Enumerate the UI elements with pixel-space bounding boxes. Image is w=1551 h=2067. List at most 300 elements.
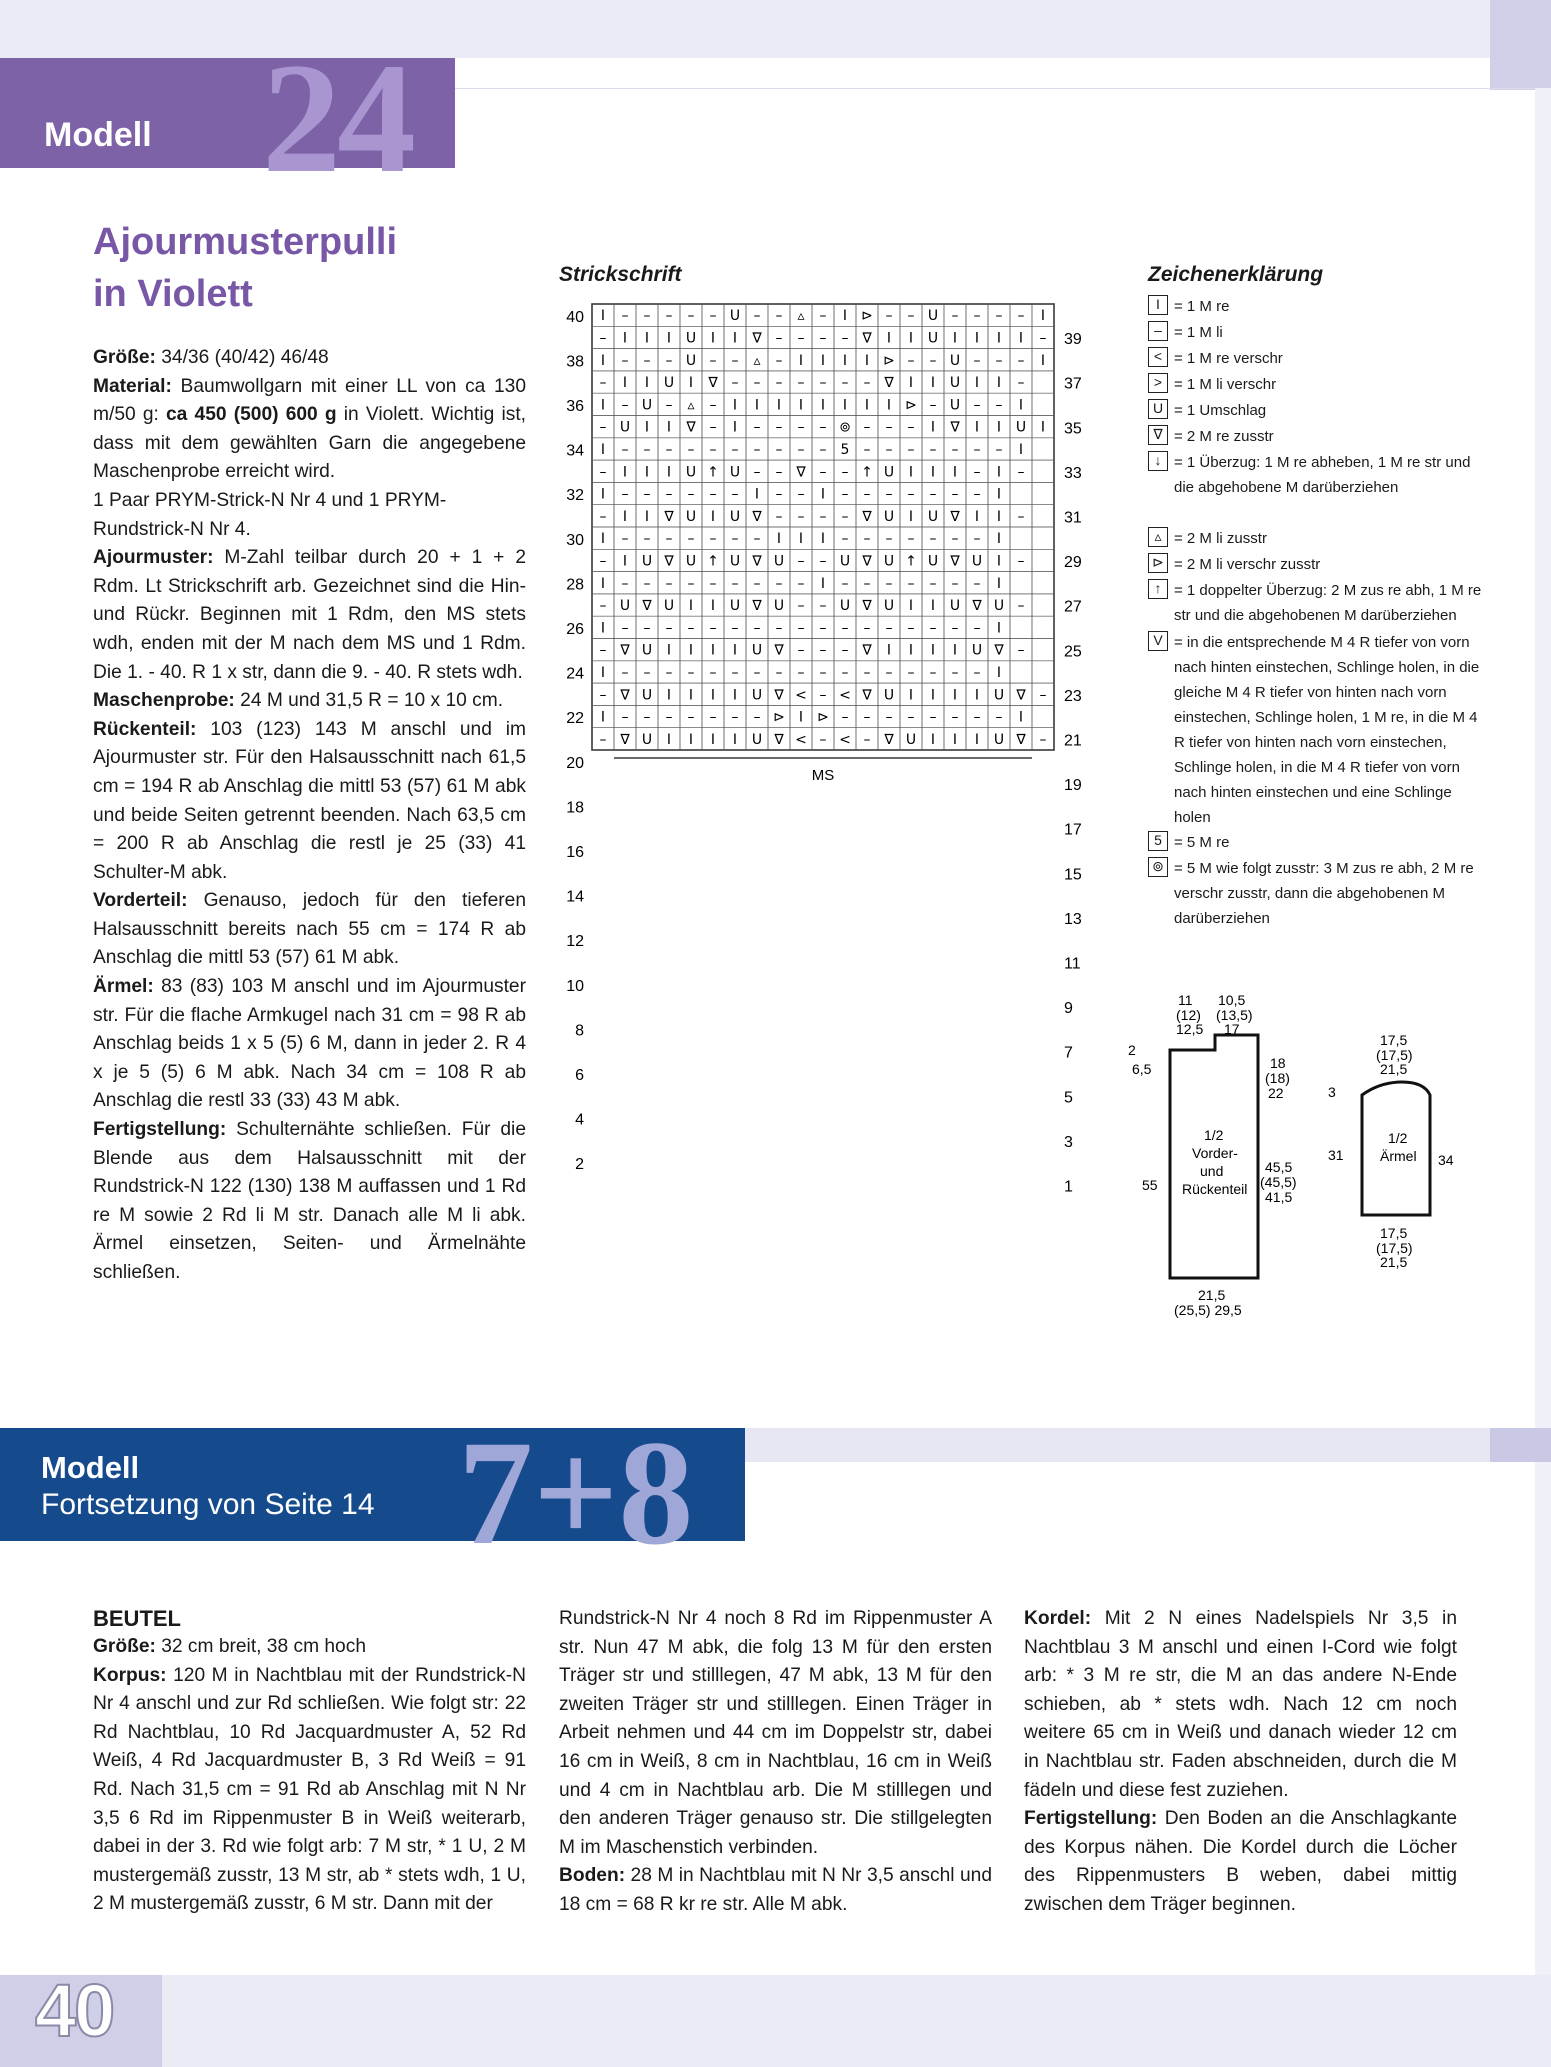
chart-symbol: I (710, 642, 716, 659)
chart-symbol: – (709, 308, 717, 325)
section2-column-3 (1024, 1605, 1457, 1920)
symbol-knit-icon: I (1148, 295, 1168, 315)
chart-symbol: ∇ (752, 598, 762, 615)
paragraph-text: 24 M und 31,5 R = 10 x 10 cm. (234, 690, 504, 712)
chart-symbol: – (951, 531, 959, 548)
chart-row-number: 4 (575, 1111, 584, 1129)
chart-symbol: – (643, 352, 651, 369)
chart-symbol: – (731, 352, 739, 369)
chart-symbol: – (1017, 375, 1025, 392)
chart-symbol: ∇ (664, 508, 674, 525)
chart-row-number: 14 (566, 888, 584, 906)
chart-symbol: U (663, 598, 675, 615)
chart-symbol: I (666, 419, 672, 436)
chart-symbol: U (641, 397, 653, 414)
chart-symbol: ∇ (862, 598, 872, 615)
chart-symbol: I (798, 397, 804, 414)
chart-symbol: I (952, 642, 958, 659)
chart-symbol: I (908, 330, 914, 347)
paragraph-label: Fertigstellung: (1024, 1808, 1158, 1830)
chart-symbol: – (841, 531, 849, 548)
chart-symbol: – (797, 598, 805, 615)
header-band (0, 0, 1551, 58)
chart-symbol: ∇ (752, 553, 762, 570)
chart-symbol: ∇ (620, 731, 630, 748)
chart-symbol: I (1018, 397, 1024, 414)
chart-symbol: I (798, 531, 804, 548)
chart-symbol: – (599, 598, 607, 615)
chart-symbol: – (973, 709, 981, 726)
chart-symbol: I (622, 464, 628, 481)
chart-symbol: ∇ (620, 687, 630, 704)
chart-symbol: – (951, 664, 959, 681)
chart-symbol: I (1018, 330, 1024, 347)
chart-symbol: – (841, 330, 849, 347)
chart-row-number: 25 (1064, 643, 1082, 661)
chart-symbol: – (885, 709, 893, 726)
chart-symbol: I (688, 598, 694, 615)
chart-symbol: ⊳ (905, 397, 917, 414)
chart-symbol: I (952, 731, 958, 748)
chart-symbol: ▵ (797, 308, 805, 325)
chart-symbol: I (908, 464, 914, 481)
chart-symbol: – (841, 375, 849, 392)
chart-symbol: – (973, 486, 981, 503)
chart-symbol: I (666, 642, 672, 659)
knitting-chart (540, 296, 1080, 1226)
chart-symbol: I (688, 642, 694, 659)
chart-symbol: I (930, 375, 936, 392)
chart-row-number: 23 (1064, 687, 1082, 705)
piece-label: 1/2 (1388, 1130, 1408, 1146)
dim-label: 34 (1438, 1152, 1454, 1168)
chart-symbol: – (599, 330, 607, 347)
chart-symbol: I (644, 464, 650, 481)
paragraph-text: Schulternähte schließen. Für die Blende aus dem Halsausschnitt mit der Rundstrick-N 122 (130) 138 M auffassen und 1 Rd re M sowie 2 Rd li M str. Danach alle M li abk. Ärmel einsetzen, Seiten- und Ärmelnähte schließen. (93, 1119, 526, 1283)
dim-label: (17,5) (1376, 1047, 1413, 1063)
chart-row-number: 5 (1064, 1089, 1073, 1107)
chart-symbol: – (709, 441, 717, 458)
chart-symbol: – (907, 486, 915, 503)
chart-symbol: I (732, 330, 738, 347)
paragraph (93, 544, 526, 687)
chart-symbol: I (600, 531, 606, 548)
chart-symbol: – (973, 464, 981, 481)
chart-symbol: – (973, 397, 981, 414)
chart-symbol: ∇ (950, 553, 960, 570)
chart-symbol: I (996, 575, 1002, 592)
chart-row-number: 36 (566, 398, 584, 416)
chart-symbol: I (996, 464, 1002, 481)
chart-symbol: I (996, 486, 1002, 503)
chart-row-number: 32 (566, 487, 584, 505)
chart-symbol: I (886, 330, 892, 347)
chart-symbol: – (819, 642, 827, 659)
paragraph-label: Vorderteil: (93, 890, 188, 912)
chart-symbol: I (600, 352, 606, 369)
chart-symbol: – (753, 441, 761, 458)
chart-symbol: I (600, 620, 606, 637)
chart-row-number: 39 (1064, 331, 1082, 349)
paragraph-label: Kordel: (1024, 1608, 1092, 1629)
chart-symbol: I (996, 664, 1002, 681)
paragraph-text: 28 M in Nachtblau mit N Nr 3,5 anschl und 18 cm = 68 R kr re str. Alle M abk. (559, 1865, 992, 1915)
page-number: 40 (35, 1969, 114, 2052)
chart-symbol: U (971, 642, 983, 659)
chart-symbol: – (885, 486, 893, 503)
chart-symbol: – (797, 575, 805, 592)
section2-subtitle: Fortsetzung von Seite 14 (41, 1488, 375, 1521)
chart-symbol: U (729, 598, 741, 615)
legend-text: = 5 M re (1174, 834, 1230, 851)
chart-symbol: – (775, 441, 783, 458)
chart-symbol: U (619, 598, 631, 615)
chart-symbol: – (797, 441, 805, 458)
chart-symbol: I (930, 642, 936, 659)
chart-symbol: – (1017, 508, 1025, 525)
paragraph (93, 344, 526, 373)
chart-symbol: I (974, 330, 980, 347)
piece-label: 1/2 (1204, 1127, 1224, 1143)
chart-symbol: I (1040, 352, 1046, 369)
chart-symbol: – (819, 553, 827, 570)
chart-symbol: ▵ (687, 397, 695, 414)
symbol-yarn-over-icon: U (1148, 399, 1168, 419)
chart-symbol: ⊳ (817, 709, 829, 726)
chart-symbol: – (621, 441, 629, 458)
piece-label: Rückenteil (1182, 1181, 1248, 1197)
chart-symbol: – (599, 731, 607, 748)
chart-symbol: – (643, 531, 651, 548)
chart-symbol: U (949, 375, 961, 392)
chart-row-number: 29 (1064, 554, 1082, 572)
chart-symbol: I (864, 352, 870, 369)
title-line: in Violett (93, 273, 253, 315)
chart-symbol: – (753, 620, 761, 637)
chart-row-number: 34 (566, 442, 584, 460)
header-corner-block (1490, 0, 1551, 90)
chart-symbol: – (819, 731, 827, 748)
chart-symbol: – (929, 620, 937, 637)
chart-symbol: ∇ (620, 642, 630, 659)
chart-symbol: – (753, 308, 761, 325)
chart-symbol: U (927, 330, 939, 347)
chart-symbol: I (732, 642, 738, 659)
chart-symbol: – (643, 441, 651, 458)
chart-symbol: U (883, 598, 895, 615)
chart-symbol: U (685, 330, 697, 347)
chart-symbol: – (753, 419, 761, 436)
chart-symbol: I (974, 731, 980, 748)
chart-row-number: 35 (1064, 420, 1082, 438)
chart-symbol: I (842, 352, 848, 369)
chart-symbol: ∇ (774, 642, 784, 659)
section2-header-strip (745, 1428, 1551, 1462)
chart-row-number: 40 (566, 308, 584, 326)
chart-symbol: – (929, 531, 937, 548)
chart-symbol: – (907, 620, 915, 637)
paragraph (93, 373, 526, 487)
chart-symbol: I (600, 308, 606, 325)
chart-symbol: ∇ (950, 508, 960, 525)
paragraph-label: Material: (93, 375, 172, 397)
chart-symbol: ↑ (707, 553, 719, 570)
chart-symbol: – (643, 664, 651, 681)
chart-symbol: I (622, 375, 628, 392)
chart-symbol: ∇ (884, 731, 894, 748)
chart-symbol: I (930, 419, 936, 436)
paragraph-label: Korpus: (93, 1664, 167, 1686)
chart-symbol: – (819, 308, 827, 325)
paragraph-label: Fertigstellung: (93, 1119, 227, 1141)
chart-row-number: 33 (1064, 464, 1082, 482)
chart-symbol: I (732, 687, 738, 704)
chart-symbol: I (644, 375, 650, 392)
chart-symbol: – (797, 553, 805, 570)
chart-row-number: 11 (1064, 955, 1081, 973)
chart-symbol: – (797, 508, 805, 525)
chart-symbol: – (819, 419, 827, 436)
chart-symbol: – (929, 575, 937, 592)
chart-symbol: – (951, 441, 959, 458)
symbol-double-decrease-icon: ↑ (1148, 579, 1168, 599)
chart-symbol: – (731, 441, 739, 458)
chart-symbol: I (600, 709, 606, 726)
chart-symbol: – (1039, 687, 1047, 704)
chart-symbol: – (797, 419, 805, 436)
chart-symbol: – (665, 486, 673, 503)
chart-symbol: – (951, 709, 959, 726)
paragraph (1024, 1605, 1457, 1805)
chart-symbol: U (1015, 419, 1027, 436)
chart-symbol: – (621, 308, 629, 325)
dim-label: 21,5 (1380, 1254, 1408, 1270)
chart-symbol: – (841, 620, 849, 637)
chart-symbol: I (820, 352, 826, 369)
chart-symbol: I (974, 375, 980, 392)
chart-row-number: 28 (566, 576, 584, 594)
repeat-label: MS (811, 767, 835, 784)
chart-symbol: – (665, 620, 673, 637)
chart-row-number: 6 (575, 1067, 584, 1085)
chart-symbol: U (927, 308, 939, 325)
chart-symbol: U (641, 553, 653, 570)
chart-symbol: – (687, 620, 695, 637)
chart-symbol: ∇ (664, 553, 674, 570)
chart-symbol: – (841, 486, 849, 503)
chart-symbol: U (927, 508, 939, 525)
chart-symbol: ∇ (884, 375, 894, 392)
paragraph-label: Boden: (559, 1865, 626, 1887)
chart-symbol: U (927, 553, 939, 570)
chart-symbol: I (644, 330, 650, 347)
chart-symbol: – (951, 486, 959, 503)
chart-symbol: – (1039, 731, 1047, 748)
chart-symbol: – (621, 620, 629, 637)
chart-symbol: I (842, 397, 848, 414)
dim-label: (17,5) (1376, 1240, 1413, 1256)
dim-label: (25,5) 29,5 (1174, 1302, 1242, 1318)
paragraph-label: Rückenteil: (93, 718, 197, 740)
chart-symbol: ⊚ (839, 419, 851, 436)
chart-symbol: U (641, 731, 653, 748)
chart-symbol: ∇ (1016, 731, 1026, 748)
chart-symbol: – (797, 620, 805, 637)
chart-symbol: ∇ (774, 731, 784, 748)
chart-symbol: I (974, 419, 980, 436)
chart-symbol: ∇ (862, 642, 872, 659)
chart-symbol: I (820, 397, 826, 414)
symbol-ssk-icon: ↓ (1148, 451, 1168, 471)
chart-row-number: 38 (566, 353, 584, 371)
paragraph (93, 1662, 526, 1919)
chart-symbol: – (841, 508, 849, 525)
dim-label: 3 (1328, 1084, 1336, 1100)
chart-row-number: 15 (1064, 866, 1082, 884)
chart-symbol: I (644, 508, 650, 525)
chart-symbol: – (907, 352, 915, 369)
paragraph (1024, 1805, 1457, 1919)
chart-symbol: – (885, 620, 893, 637)
paragraph-label: Ärmel: (93, 976, 154, 998)
chart-symbol: I (908, 375, 914, 392)
chart-symbol: I (732, 419, 738, 436)
chart-row-number: 21 (1064, 732, 1082, 750)
chart-row-number: 18 (566, 799, 584, 817)
chart-symbol: I (710, 687, 716, 704)
chart-symbol: – (709, 397, 717, 414)
chart-symbol: – (775, 308, 783, 325)
chart-symbol: I (600, 575, 606, 592)
chart-title: Strickschrift (559, 263, 682, 286)
chart-symbol: – (995, 441, 1003, 458)
chart-symbol: I (1018, 709, 1024, 726)
legend-text: = 2 M re zusstr (1174, 428, 1274, 445)
chart-symbol: I (952, 687, 958, 704)
chart-symbol: I (644, 419, 650, 436)
chart-symbol: – (929, 441, 937, 458)
chart-symbol: < (795, 687, 807, 704)
chart-symbol: – (753, 575, 761, 592)
chart-symbol: I (952, 464, 958, 481)
chart-symbol: – (841, 642, 849, 659)
symbol-loop-icon: V (1148, 631, 1168, 651)
chart-symbol: – (885, 308, 893, 325)
chart-symbol: – (643, 709, 651, 726)
chart-symbol: U (751, 642, 763, 659)
chart-symbol: – (775, 575, 783, 592)
chart-symbol: – (907, 441, 915, 458)
chart-symbol: – (973, 308, 981, 325)
piece-label: und (1200, 1163, 1224, 1179)
paragraph-text: Rundstrick-N Nr 4 noch 8 Rd im Rippenmuster A str. Nun 47 M abk, die folg 13 M für den ersten Träger str und stilllegen, 47 M abk, 13 M für den zweiten Träger str und stilllegen. Einen Träger in Arbeit nehmen und 44 cm im Doppelstr str, dabei 16 cm in Weiß, 8 cm in Nachtblau, 16 cm in Weiß und 4 cm in Nachtblau arb. Die M stilllegen und den anderen Träger genauso str. Die stillgelegten M im Maschenstich verbinden. (559, 1608, 992, 1858)
chart-symbol: – (775, 486, 783, 503)
chart-symbol: U (883, 553, 895, 570)
chart-symbol: I (622, 508, 628, 525)
chart-symbol: – (621, 486, 629, 503)
chart-symbol: – (951, 620, 959, 637)
chart-symbol: – (687, 441, 695, 458)
chart-symbol: U (641, 642, 653, 659)
chart-symbol: U (773, 598, 785, 615)
chart-symbol: – (819, 620, 827, 637)
chart-symbol: – (973, 620, 981, 637)
chart-symbol: ∇ (972, 598, 982, 615)
chart-symbol: U (751, 731, 763, 748)
chart-symbol: – (863, 375, 871, 392)
symbol-p2tog-twisted-icon: ⊳ (1148, 553, 1168, 573)
piece-label: Ärmel (1380, 1148, 1417, 1164)
chart-symbol: < (839, 687, 851, 704)
chart-symbol: I (820, 531, 826, 548)
chart-symbol: – (1017, 308, 1025, 325)
chart-row-number: 17 (1064, 821, 1082, 839)
chart-symbol: – (819, 687, 827, 704)
chart-symbol: – (907, 664, 915, 681)
legend-text: = in die entsprechende M 4 R tiefer von vorn nach hinten einstechen, Schlinge holen, in die gleiche M 4 R tiefer von hinten nach vorn einstechen, Schlinge holen, 1 M re, in die M 4 R tiefer von hinten nach vorn einstechen, Schlinge holen, in die M 4 R tiefer von vorn nach hinten einstechen und eine Schlinge holen (1174, 634, 1480, 826)
chart-symbol: U (773, 553, 785, 570)
chart-symbol: I (908, 508, 914, 525)
chart-symbol: – (819, 375, 827, 392)
chart-symbol: – (731, 375, 739, 392)
chart-symbol: – (841, 464, 849, 481)
right-margin-strip (1535, 88, 1551, 1988)
chart-row-number: 26 (566, 621, 584, 639)
chart-symbol: ∇ (862, 330, 872, 347)
chart-symbol: U (993, 731, 1005, 748)
chart-symbol: I (710, 598, 716, 615)
paragraph-text: 103 (123) 143 M anschl und im Ajourmuster str. Für den Halsausschnitt nach 61,5 cm = 194 R ab Anschlag die mittl 53 (57) 61 M abk und beide Seiten getrennt beenden. Nach 63,5 cm = 200 R ab Anschlag die restl je 25 (33) 41 Schulter-M abk. (93, 718, 526, 883)
paragraph (93, 1633, 526, 1662)
chart-symbol: – (599, 419, 607, 436)
chart-symbol: I (974, 508, 980, 525)
chart-symbol: – (863, 731, 871, 748)
chart-symbol: I (688, 375, 694, 392)
model-label: Modell (44, 116, 152, 154)
paragraph-text: Den Boden an die Anschlagkante des Korpus nähen. Die Kordel durch die Löcher des Rippenmusters B weben, dabei mittig zwischen dem Träger beginnen. (1024, 1808, 1457, 1915)
chart-symbol: – (599, 642, 607, 659)
dim-label: 31 (1328, 1147, 1344, 1163)
chart-symbol: I (930, 687, 936, 704)
chart-symbol: – (775, 375, 783, 392)
chart-symbol: I (798, 352, 804, 369)
chart-symbol: I (666, 330, 672, 347)
chart-symbol: – (907, 531, 915, 548)
chart-row-number: 2 (575, 1156, 584, 1174)
chart-symbol: – (797, 330, 805, 347)
chart-symbol: I (996, 620, 1002, 637)
chart-symbol: – (599, 375, 607, 392)
chart-symbol: – (731, 575, 739, 592)
legend-text: = 1 M li (1174, 324, 1223, 341)
chart-symbol: I (666, 687, 672, 704)
paragraph (93, 973, 526, 1116)
chart-symbol: I (930, 598, 936, 615)
chart-symbol: – (775, 352, 783, 369)
chart-symbol: U (883, 687, 895, 704)
chart-symbol: – (819, 441, 827, 458)
paragraph (93, 487, 526, 544)
chart-symbol: – (621, 397, 629, 414)
chart-symbol: I (666, 731, 672, 748)
chart-symbol: ↑ (707, 464, 719, 481)
chart-symbol: – (775, 620, 783, 637)
chart-symbol: – (775, 419, 783, 436)
chart-symbol: I (798, 709, 804, 726)
dim-label: 17,5 (1380, 1225, 1408, 1241)
chart-symbol: – (709, 709, 717, 726)
chart-symbol: U (619, 419, 631, 436)
